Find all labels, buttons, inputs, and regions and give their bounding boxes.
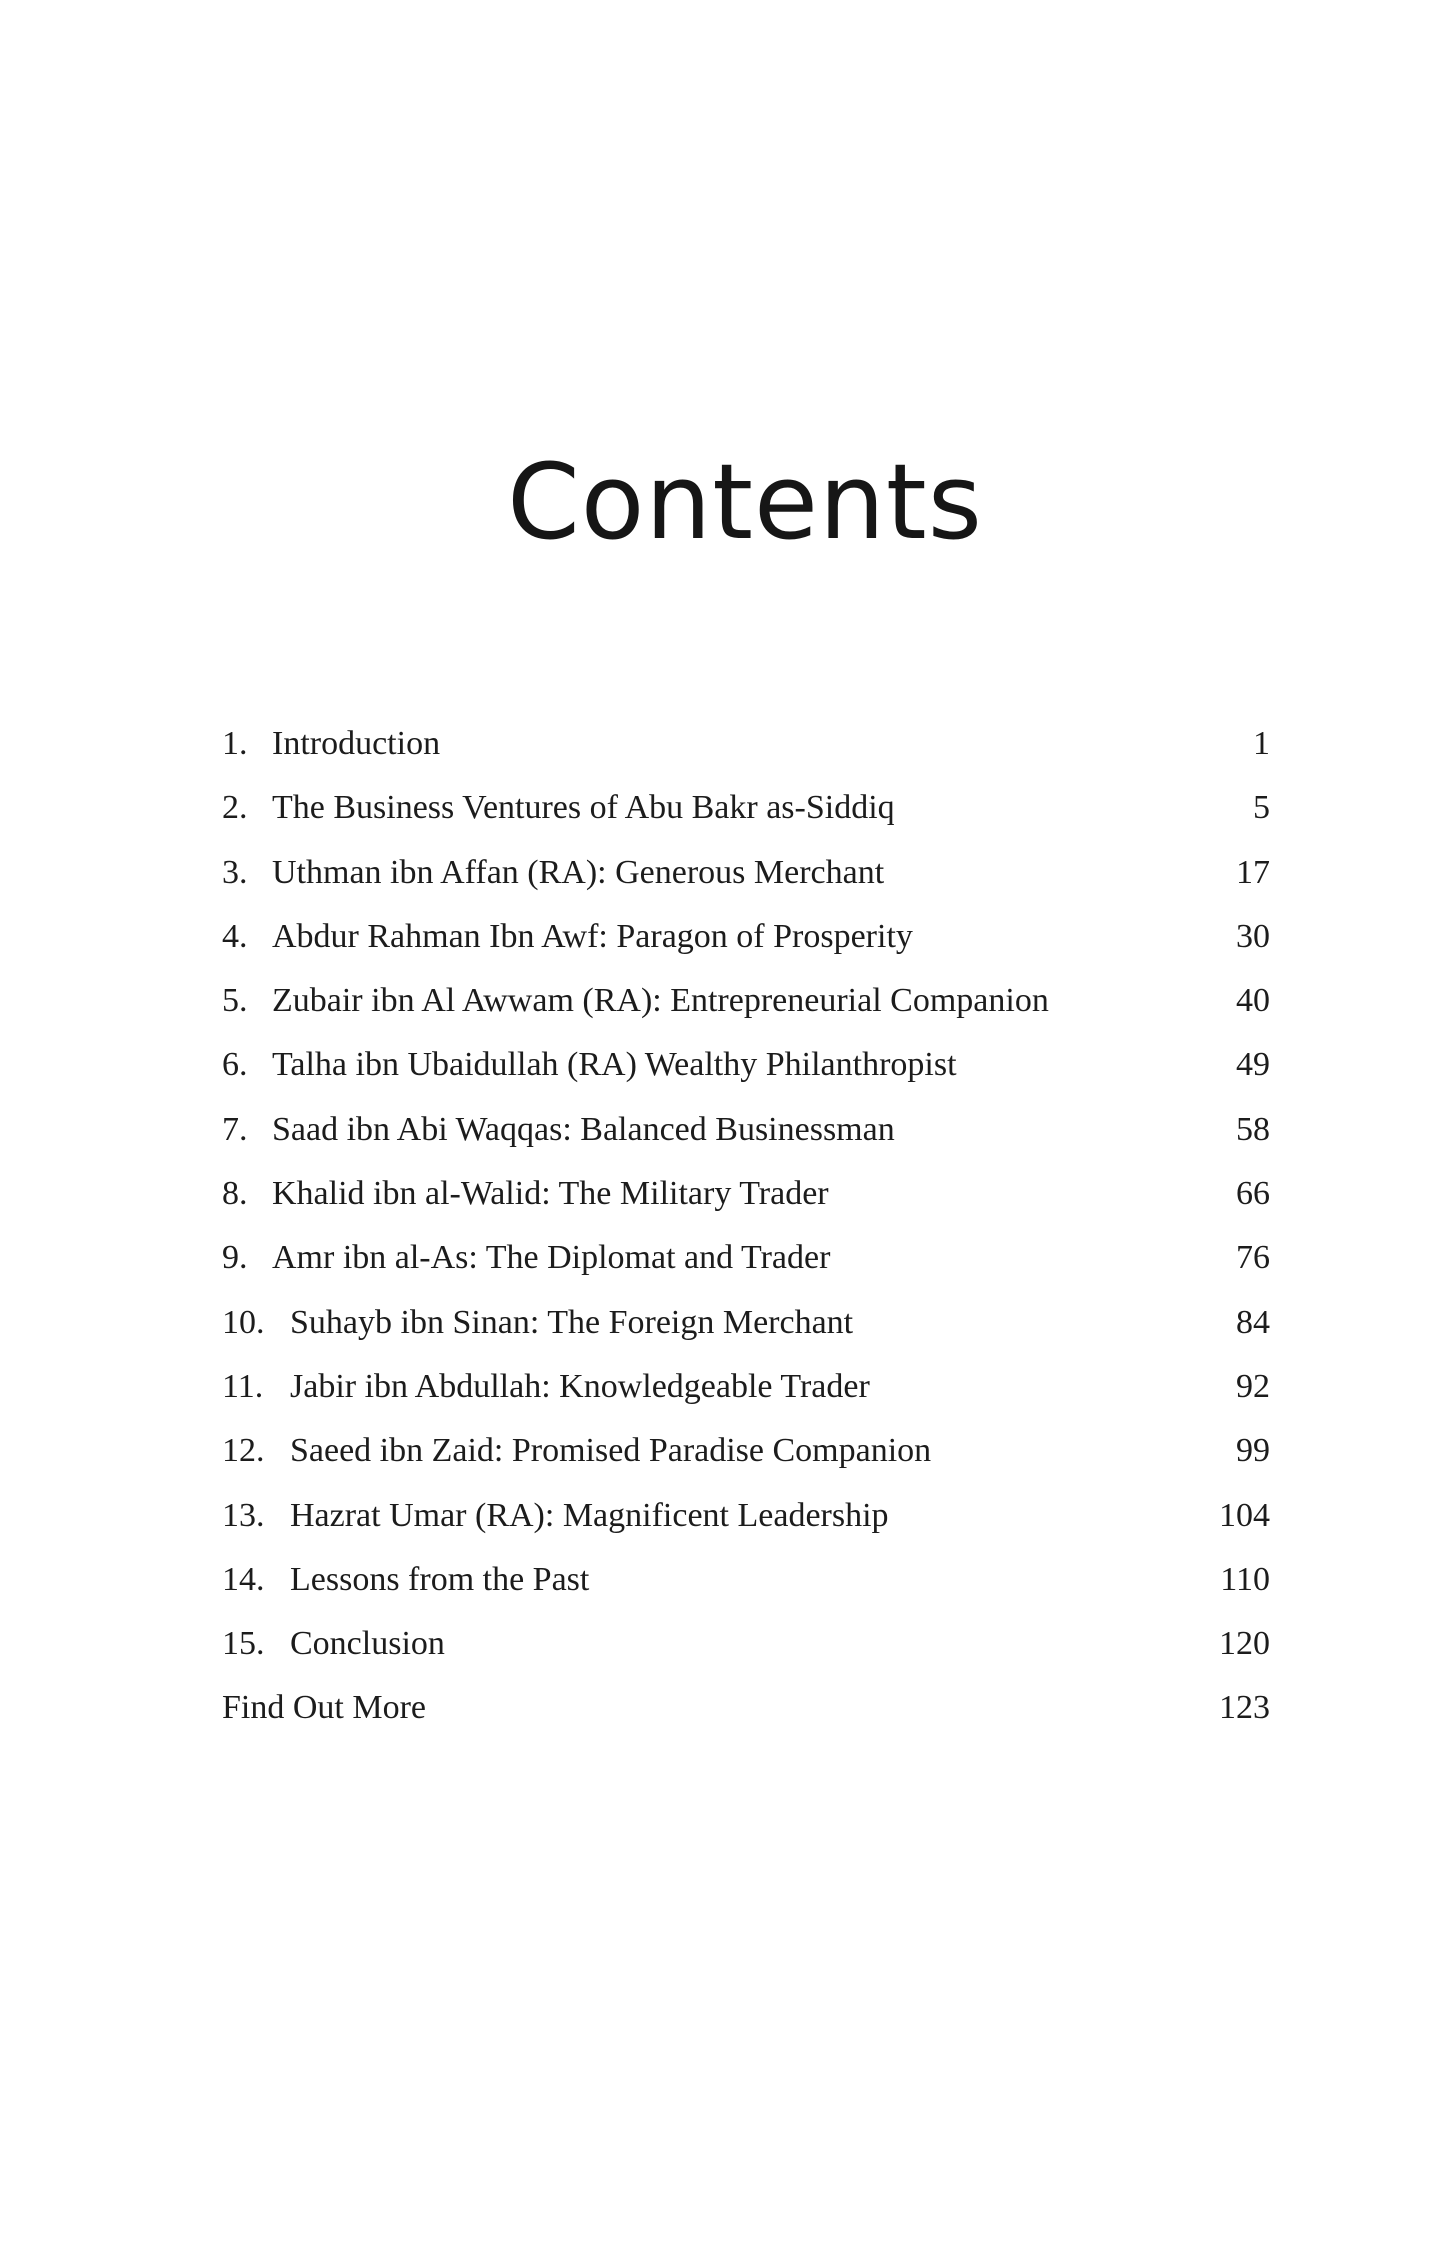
toc-entry-number: 8. xyxy=(222,1175,248,1213)
toc-entry-heading xyxy=(222,1226,830,1290)
toc-entry-number: 5. xyxy=(222,982,248,1020)
toc-entry-title: Amr ibn al-As: The Diplomat and Trader xyxy=(272,1239,831,1277)
toc-entry-page-number: 49 xyxy=(1236,1046,1270,1084)
toc-entry-number: 13. xyxy=(222,1496,265,1534)
toc-entry[interactable] xyxy=(222,905,1270,969)
toc-entry-page-number: 76 xyxy=(1236,1239,1270,1277)
toc-entry-title: Find Out More xyxy=(222,1689,426,1727)
toc-entry-heading xyxy=(222,1548,589,1612)
toc-entry-title: The Business Ventures of Abu Bakr as-Siddiq xyxy=(272,789,895,827)
toc-entry-heading xyxy=(222,712,440,776)
toc-entry-page-number: 30 xyxy=(1236,917,1270,955)
toc-entry-page-number: 66 xyxy=(1236,1175,1270,1213)
toc-entry-title: Zubair ibn Al Awwam (RA): Entrepreneurial Companion xyxy=(272,982,1049,1020)
toc-entry[interactable] xyxy=(222,1291,1270,1355)
toc-entry-title: Introduction xyxy=(272,725,441,762)
toc-entry-title: Hazrat Umar (RA): Magnificent Leadership xyxy=(290,1496,889,1534)
toc-entry-page-number: 99 xyxy=(1236,1432,1270,1470)
toc-entry-page-number: 110 xyxy=(1220,1560,1270,1598)
toc-entry[interactable] xyxy=(222,1098,1270,1162)
toc-entry[interactable] xyxy=(222,1419,1270,1483)
toc-entry-title: Jabir ibn Abdullah: Knowledgeable Trader xyxy=(290,1367,870,1405)
toc-entry-title: Conclusion xyxy=(290,1625,445,1663)
toc-entry[interactable] xyxy=(222,1226,1270,1290)
toc-entry[interactable] xyxy=(222,1676,1270,1740)
toc-entry[interactable] xyxy=(222,1162,1270,1226)
toc-entry[interactable] xyxy=(222,1548,1270,1612)
toc-entry[interactable] xyxy=(222,712,1270,776)
toc-entry-heading xyxy=(222,1291,853,1355)
toc-entry-number: 2. xyxy=(222,789,248,827)
toc-entry-title: Suhayb ibn Sinan: The Foreign Merchant xyxy=(290,1303,854,1341)
toc-entry-page-number: 17 xyxy=(1236,853,1270,891)
toc-entry-title: Saad ibn Abi Waqqas: Balanced Businessman xyxy=(272,1110,895,1148)
toc-entry-number: 6. xyxy=(222,1046,248,1084)
toc-entry[interactable] xyxy=(222,969,1270,1033)
toc-entry-number: 14. xyxy=(222,1560,265,1598)
toc-entry-number: 4. xyxy=(222,917,248,955)
toc-entry[interactable] xyxy=(222,776,1270,840)
toc-entry-heading xyxy=(222,1098,895,1162)
toc-entry-heading xyxy=(222,1484,889,1548)
toc-entry-heading xyxy=(222,776,895,840)
toc-entry-number: 9. xyxy=(222,1239,248,1277)
toc-entry-heading xyxy=(222,841,884,905)
toc-entry-page-number: 5 xyxy=(1253,789,1270,827)
toc-entry-page-number: 58 xyxy=(1236,1110,1270,1148)
toc-entry-page-number: 84 xyxy=(1236,1303,1270,1341)
toc-entry[interactable] xyxy=(222,841,1270,905)
toc-entry-heading xyxy=(222,1419,931,1483)
toc-entry-page-number: 120 xyxy=(1219,1625,1270,1663)
toc-entry-heading xyxy=(222,1162,829,1226)
toc-entry-heading xyxy=(222,969,1049,1033)
toc-entry-title: Saeed ibn Zaid: Promised Paradise Companion xyxy=(290,1432,932,1470)
toc-entry-page-number: 104 xyxy=(1219,1496,1270,1534)
toc-entry-number: 12. xyxy=(222,1432,265,1470)
toc-entry[interactable] xyxy=(222,1033,1270,1097)
toc-entry-number: 1. xyxy=(222,725,248,762)
toc-entry-page-number: 123 xyxy=(1219,1689,1270,1727)
toc-entry-number: 11. xyxy=(222,1367,264,1405)
table-of-contents xyxy=(222,712,1270,1741)
toc-entry-page-number: 40 xyxy=(1236,982,1270,1020)
toc-entry-title: Lessons from the Past xyxy=(290,1560,590,1598)
toc-entry-title: Khalid ibn al-Walid: The Military Trader xyxy=(272,1175,829,1213)
toc-entry[interactable] xyxy=(222,1612,1270,1676)
toc-entry-number: 7. xyxy=(222,1110,248,1148)
toc-entry-heading xyxy=(222,1676,426,1740)
toc-entry-title: Abdur Rahman Ibn Awf: Paragon of Prosperity xyxy=(272,917,913,955)
toc-entry-page-number: 1 xyxy=(1253,725,1270,762)
toc-entry[interactable] xyxy=(222,1355,1270,1419)
toc-entry-heading xyxy=(222,1612,445,1676)
toc-entry-number: 3. xyxy=(222,853,248,891)
toc-entry-heading xyxy=(222,1355,870,1419)
toc-entry-heading xyxy=(222,1033,957,1097)
toc-entry-number: 15. xyxy=(222,1625,265,1663)
toc-entry[interactable] xyxy=(222,1484,1270,1548)
toc-entry-title: Talha ibn Ubaidullah (RA) Wealthy Philanthropist xyxy=(272,1046,957,1084)
toc-entry-page-number: 92 xyxy=(1236,1367,1270,1405)
page-title: Contents xyxy=(507,440,983,563)
toc-entry-heading xyxy=(222,905,913,969)
toc-entry-number: 10. xyxy=(222,1303,265,1341)
toc-entry-title: Uthman ibn Affan (RA): Generous Merchant xyxy=(272,853,885,891)
